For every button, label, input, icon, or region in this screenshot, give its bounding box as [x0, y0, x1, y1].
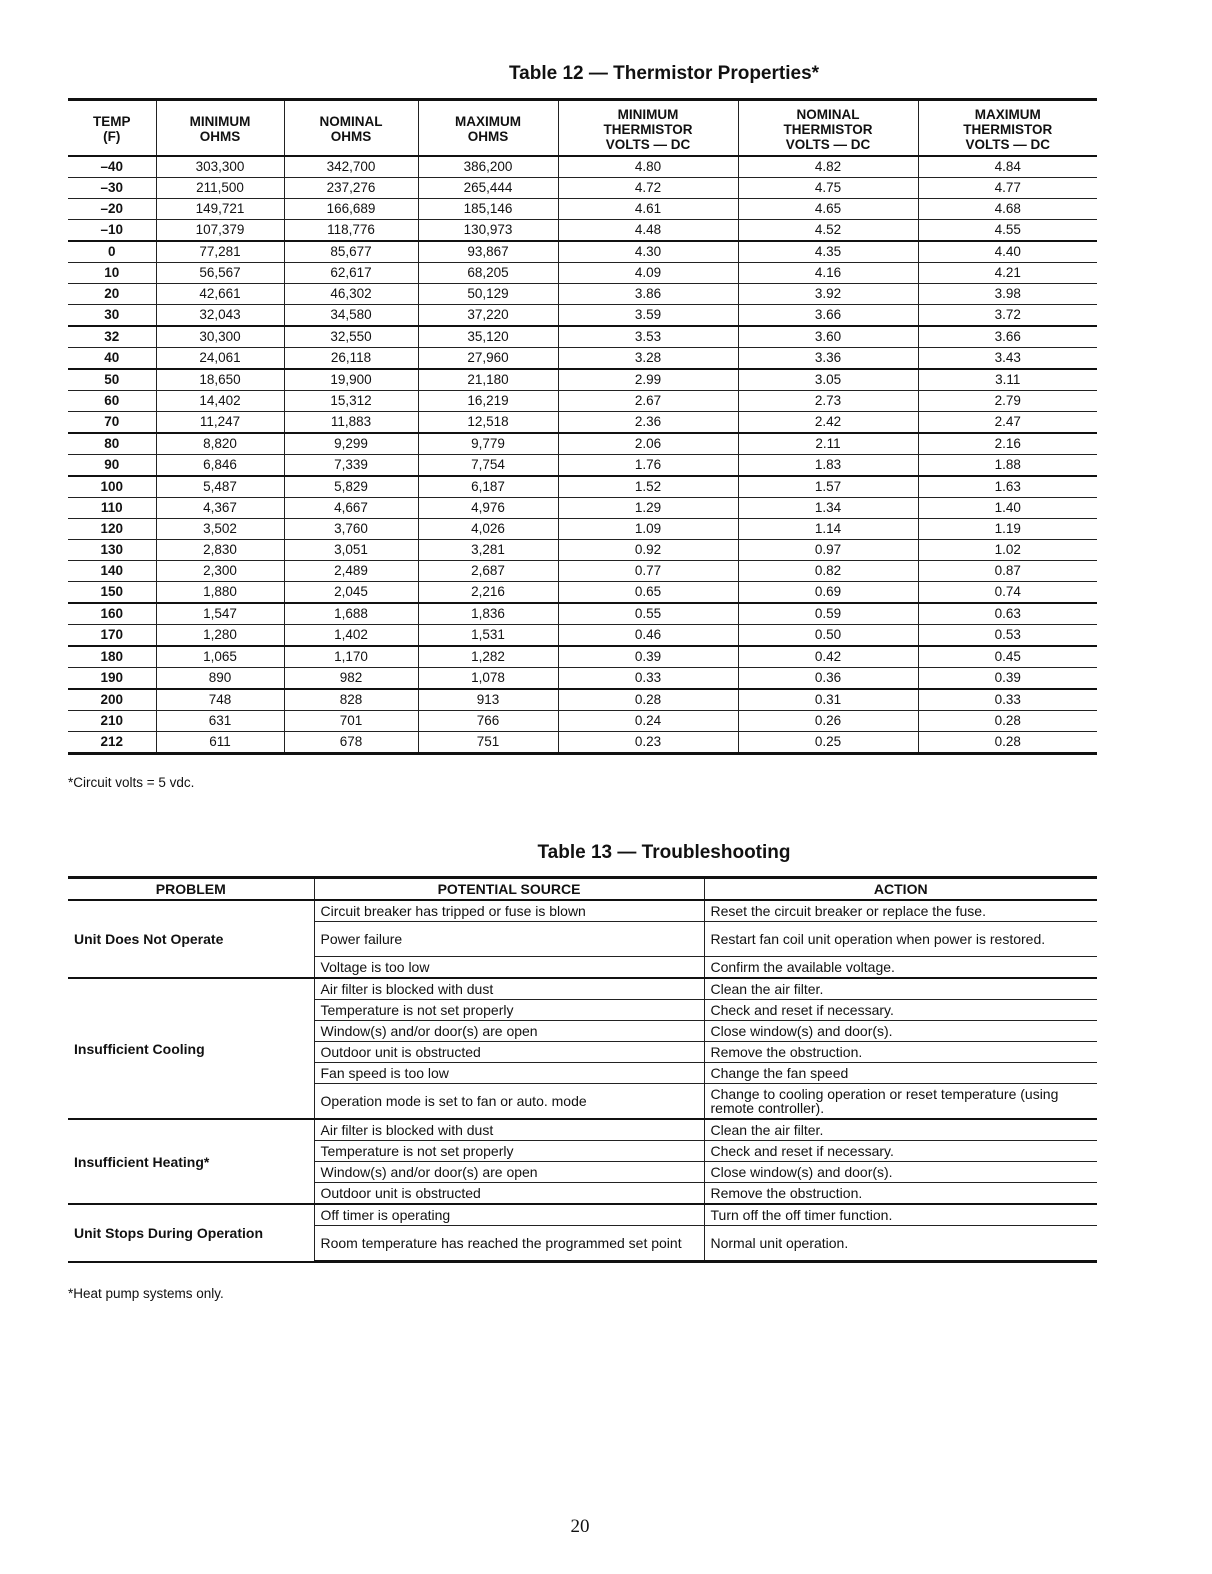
temp-cell: 80: [68, 433, 156, 455]
action-cell: Change to cooling operation or reset temperature (using remote controller).: [704, 1084, 1097, 1120]
value-cell: 1,402: [284, 625, 418, 647]
source-cell: Power failure: [314, 922, 704, 957]
value-cell: 4.16: [738, 263, 918, 284]
value-cell: 166,689: [284, 199, 418, 220]
value-cell: 265,444: [418, 178, 558, 199]
value-cell: 3,281: [418, 540, 558, 561]
table13-footnote: *Heat pump systems only.: [68, 1286, 224, 1301]
table-row: [68, 178, 1097, 199]
header-line: THERMISTOR: [783, 121, 873, 137]
value-cell: 3.98: [918, 284, 1097, 305]
value-cell: 1,170: [284, 646, 418, 668]
value-cell: 0.42: [738, 646, 918, 668]
value-cell: 3.05: [738, 369, 918, 391]
value-cell: 1,065: [156, 646, 284, 668]
header-line: OHMS: [467, 129, 509, 144]
source-cell: Room temperature has reached the programmed set point: [314, 1226, 704, 1262]
value-cell: 77,281: [156, 241, 284, 263]
value-cell: 0.24: [558, 711, 738, 732]
table12-header-cell: [558, 100, 738, 157]
temp-cell: 170: [68, 625, 156, 647]
temp-cell: 20: [68, 284, 156, 305]
temp-cell: 210: [68, 711, 156, 732]
table-row: [68, 284, 1097, 305]
value-cell: 4.21: [918, 263, 1097, 284]
temp-cell: 50: [68, 369, 156, 391]
table12-header-cell: [284, 100, 418, 157]
value-cell: 1,836: [418, 603, 558, 625]
temp-cell: 60: [68, 391, 156, 412]
value-cell: 1.09: [558, 519, 738, 540]
temp-cell: 32: [68, 326, 156, 348]
value-cell: 4.40: [918, 241, 1097, 263]
problem-cell: Unit Does Not Operate: [68, 900, 314, 978]
value-cell: 386,200: [418, 156, 558, 178]
value-cell: 0.28: [558, 689, 738, 711]
value-cell: 2.99: [558, 369, 738, 391]
action-cell: Check and reset if necessary.: [704, 1000, 1097, 1021]
value-cell: 2,045: [284, 582, 418, 604]
action-cell: Turn off the off timer function.: [704, 1204, 1097, 1226]
table-row: [68, 732, 1097, 754]
temp-cell: 120: [68, 519, 156, 540]
temp-cell: 30: [68, 305, 156, 327]
value-cell: 2.73: [738, 391, 918, 412]
table-row: [68, 220, 1097, 242]
value-cell: 18,650: [156, 369, 284, 391]
value-cell: 9,779: [418, 433, 558, 455]
table-row: [68, 455, 1097, 477]
value-cell: 4,026: [418, 519, 558, 540]
value-cell: 631: [156, 711, 284, 732]
value-cell: 1,280: [156, 625, 284, 647]
header-line: THERMISTOR: [963, 121, 1053, 137]
value-cell: 4.09: [558, 263, 738, 284]
value-cell: 678: [284, 732, 418, 754]
table-row: [68, 263, 1097, 284]
value-cell: 14,402: [156, 391, 284, 412]
problem-cell: Unit Stops During Operation: [68, 1204, 314, 1262]
table-row: [68, 582, 1097, 604]
table-row: [68, 689, 1097, 711]
value-cell: 2.79: [918, 391, 1097, 412]
value-cell: 1,531: [418, 625, 558, 647]
value-cell: 0.36: [738, 668, 918, 690]
value-cell: 0.31: [738, 689, 918, 711]
source-cell: Outdoor unit is obstructed: [314, 1042, 704, 1063]
value-cell: 2.67: [558, 391, 738, 412]
value-cell: 2.42: [738, 412, 918, 434]
value-cell: 3.72: [918, 305, 1097, 327]
value-cell: 1.19: [918, 519, 1097, 540]
header-line: MAXIMUM: [455, 114, 521, 129]
table-row: [68, 498, 1097, 519]
value-cell: 0.92: [558, 540, 738, 561]
value-cell: 0.45: [918, 646, 1097, 668]
value-cell: 342,700: [284, 156, 418, 178]
table-row: [68, 603, 1097, 625]
table-row: [68, 1204, 1097, 1226]
temp-cell: 150: [68, 582, 156, 604]
value-cell: 1.14: [738, 519, 918, 540]
value-cell: 4.55: [918, 220, 1097, 242]
temp-cell: 212: [68, 732, 156, 754]
source-cell: Off timer is operating: [314, 1204, 704, 1226]
table-row: [68, 391, 1097, 412]
table-row: [68, 241, 1097, 263]
value-cell: 3.36: [738, 348, 918, 370]
value-cell: 4,976: [418, 498, 558, 519]
header-potential-source: POTENTIAL SOURCE: [314, 878, 704, 901]
table12-title: Table 12 — Thermistor Properties*: [508, 63, 820, 84]
value-cell: 237,276: [284, 178, 418, 199]
temp-cell: 100: [68, 476, 156, 498]
value-cell: 3,051: [284, 540, 418, 561]
problem-cell: Insufficient Cooling: [68, 978, 314, 1119]
value-cell: 0.69: [738, 582, 918, 604]
table-row: [68, 519, 1097, 540]
temp-cell: 130: [68, 540, 156, 561]
value-cell: 3.43: [918, 348, 1097, 370]
action-cell: Check and reset if necessary.: [704, 1141, 1097, 1162]
value-cell: 1.40: [918, 498, 1097, 519]
temp-cell: –30: [68, 178, 156, 199]
value-cell: 1.52: [558, 476, 738, 498]
value-cell: 4.30: [558, 241, 738, 263]
value-cell: 24,061: [156, 348, 284, 370]
value-cell: 3,502: [156, 519, 284, 540]
value-cell: 3.86: [558, 284, 738, 305]
value-cell: 6,187: [418, 476, 558, 498]
value-cell: 1,547: [156, 603, 284, 625]
value-cell: 1,880: [156, 582, 284, 604]
value-cell: 303,300: [156, 156, 284, 178]
value-cell: 37,220: [418, 305, 558, 327]
table-row: [68, 412, 1097, 434]
source-cell: Temperature is not set properly: [314, 1000, 704, 1021]
value-cell: 913: [418, 689, 558, 711]
value-cell: 1,688: [284, 603, 418, 625]
value-cell: 3.60: [738, 326, 918, 348]
value-cell: 21,180: [418, 369, 558, 391]
value-cell: 3.66: [918, 326, 1097, 348]
header-line: (F): [103, 129, 121, 144]
value-cell: 30,300: [156, 326, 284, 348]
action-cell: Clean the air filter.: [704, 1119, 1097, 1141]
source-cell: Fan speed is too low: [314, 1063, 704, 1084]
table12-header-cell: [418, 100, 558, 157]
value-cell: 185,146: [418, 199, 558, 220]
value-cell: 27,960: [418, 348, 558, 370]
value-cell: 0.28: [918, 711, 1097, 732]
page-number: 20: [570, 1516, 590, 1537]
value-cell: 1.63: [918, 476, 1097, 498]
source-cell: Circuit breaker has tripped or fuse is blown: [314, 900, 704, 922]
value-cell: 2.16: [918, 433, 1097, 455]
value-cell: 2.06: [558, 433, 738, 455]
temp-cell: –40: [68, 156, 156, 178]
value-cell: 0.39: [558, 646, 738, 668]
value-cell: 1.34: [738, 498, 918, 519]
value-cell: 0.25: [738, 732, 918, 754]
temp-cell: –20: [68, 199, 156, 220]
value-cell: 7,754: [418, 455, 558, 477]
value-cell: 2,489: [284, 561, 418, 582]
value-cell: 3.66: [738, 305, 918, 327]
value-cell: 751: [418, 732, 558, 754]
value-cell: 2,830: [156, 540, 284, 561]
value-cell: 0.77: [558, 561, 738, 582]
thermistor-properties-table: [68, 98, 1097, 755]
troubleshooting-table: [68, 876, 1097, 1263]
table-row: [68, 561, 1097, 582]
value-cell: 4.72: [558, 178, 738, 199]
source-cell: Temperature is not set properly: [314, 1141, 704, 1162]
source-cell: Voltage is too low: [314, 957, 704, 979]
value-cell: 982: [284, 668, 418, 690]
value-cell: 0.82: [738, 561, 918, 582]
value-cell: 1.57: [738, 476, 918, 498]
table-row: [68, 711, 1097, 732]
source-cell: Air filter is blocked with dust: [314, 978, 704, 1000]
value-cell: 3.92: [738, 284, 918, 305]
temp-cell: 90: [68, 455, 156, 477]
value-cell: 0.23: [558, 732, 738, 754]
value-cell: 19,900: [284, 369, 418, 391]
value-cell: 0.26: [738, 711, 918, 732]
value-cell: 5,829: [284, 476, 418, 498]
value-cell: 35,120: [418, 326, 558, 348]
value-cell: 766: [418, 711, 558, 732]
temp-cell: 0: [68, 241, 156, 263]
value-cell: 34,580: [284, 305, 418, 327]
header-line: MINIMUM: [617, 106, 679, 122]
temp-cell: 110: [68, 498, 156, 519]
value-cell: 0.33: [918, 689, 1097, 711]
table-row: [68, 199, 1097, 220]
source-cell: Operation mode is set to fan or auto. mode: [314, 1084, 704, 1120]
table-row: [68, 668, 1097, 690]
header-action: ACTION: [704, 878, 1097, 901]
value-cell: 130,973: [418, 220, 558, 242]
table-row: [68, 625, 1097, 647]
action-cell: Change the fan speed: [704, 1063, 1097, 1084]
value-cell: 42,661: [156, 284, 284, 305]
action-cell: Remove the obstruction.: [704, 1042, 1097, 1063]
table12-header-cell: [918, 100, 1097, 157]
value-cell: 4.35: [738, 241, 918, 263]
value-cell: 701: [284, 711, 418, 732]
value-cell: 0.53: [918, 625, 1097, 647]
value-cell: 3.53: [558, 326, 738, 348]
value-cell: 3,760: [284, 519, 418, 540]
value-cell: 46,302: [284, 284, 418, 305]
value-cell: 890: [156, 668, 284, 690]
table-row: [68, 369, 1097, 391]
value-cell: 0.28: [918, 732, 1097, 754]
value-cell: 211,500: [156, 178, 284, 199]
source-cell: Air filter is blocked with dust: [314, 1119, 704, 1141]
value-cell: 4.77: [918, 178, 1097, 199]
value-cell: 3.28: [558, 348, 738, 370]
table-row: [68, 978, 1097, 1000]
value-cell: 828: [284, 689, 418, 711]
value-cell: 0.65: [558, 582, 738, 604]
value-cell: 11,883: [284, 412, 418, 434]
value-cell: 9,299: [284, 433, 418, 455]
table-row: [68, 305, 1097, 327]
action-cell: Reset the circuit breaker or replace the fuse.: [704, 900, 1097, 922]
table13-title: Table 13 — Troubleshooting: [537, 842, 791, 863]
value-cell: 6,846: [156, 455, 284, 477]
header-line: NOMINAL: [319, 114, 383, 129]
table13-header-row: [68, 878, 1097, 901]
value-cell: 107,379: [156, 220, 284, 242]
value-cell: 1.88: [918, 455, 1097, 477]
value-cell: 3.11: [918, 369, 1097, 391]
table-row: [68, 156, 1097, 178]
value-cell: 2.11: [738, 433, 918, 455]
value-cell: 3.59: [558, 305, 738, 327]
table-row: [68, 476, 1097, 498]
table-row: [68, 900, 1097, 922]
value-cell: 11,247: [156, 412, 284, 434]
value-cell: 0.55: [558, 603, 738, 625]
value-cell: 50,129: [418, 284, 558, 305]
value-cell: 8,820: [156, 433, 284, 455]
value-cell: 0.39: [918, 668, 1097, 690]
table12-header-cell: [738, 100, 918, 157]
value-cell: 0.74: [918, 582, 1097, 604]
value-cell: 2.47: [918, 412, 1097, 434]
value-cell: 4.80: [558, 156, 738, 178]
action-cell: Normal unit operation.: [704, 1226, 1097, 1262]
source-cell: Window(s) and/or door(s) are open: [314, 1021, 704, 1042]
value-cell: 1.02: [918, 540, 1097, 561]
header-line: NOMINAL: [796, 106, 860, 122]
value-cell: 85,677: [284, 241, 418, 263]
value-cell: 0.87: [918, 561, 1097, 582]
temp-cell: 160: [68, 603, 156, 625]
action-cell: Restart fan coil unit operation when power is restored.: [704, 922, 1097, 957]
value-cell: 0.59: [738, 603, 918, 625]
temp-cell: 70: [68, 412, 156, 434]
value-cell: 12,518: [418, 412, 558, 434]
value-cell: 93,867: [418, 241, 558, 263]
value-cell: 4.65: [738, 199, 918, 220]
temp-cell: 200: [68, 689, 156, 711]
value-cell: 4.48: [558, 220, 738, 242]
temp-cell: 180: [68, 646, 156, 668]
value-cell: 611: [156, 732, 284, 754]
value-cell: 4.84: [918, 156, 1097, 178]
value-cell: 56,567: [156, 263, 284, 284]
value-cell: 0.46: [558, 625, 738, 647]
table-row: [68, 1119, 1097, 1141]
value-cell: 1.29: [558, 498, 738, 519]
temp-cell: 190: [68, 668, 156, 690]
header-line: MINIMUM: [189, 114, 251, 129]
value-cell: 748: [156, 689, 284, 711]
table-row: [68, 326, 1097, 348]
header-line: OHMS: [199, 129, 241, 144]
value-cell: 16,219: [418, 391, 558, 412]
value-cell: 4.61: [558, 199, 738, 220]
problem-cell: Insufficient Heating*: [68, 1119, 314, 1204]
value-cell: 0.33: [558, 668, 738, 690]
table-row: [68, 433, 1097, 455]
header-line: VOLTS — DC: [785, 136, 871, 152]
value-cell: 2,300: [156, 561, 284, 582]
header-problem: PROBLEM: [68, 878, 314, 901]
value-cell: 4.68: [918, 199, 1097, 220]
table-row: [68, 646, 1097, 668]
temp-cell: 10: [68, 263, 156, 284]
action-cell: Close window(s) and door(s).: [704, 1162, 1097, 1183]
action-cell: Confirm the available voltage.: [704, 957, 1097, 979]
header-line: VOLTS — DC: [965, 136, 1050, 152]
value-cell: 32,550: [284, 326, 418, 348]
value-cell: 2.36: [558, 412, 738, 434]
value-cell: 15,312: [284, 391, 418, 412]
header-line: OHMS: [330, 129, 372, 144]
temp-cell: 140: [68, 561, 156, 582]
value-cell: 0.63: [918, 603, 1097, 625]
value-cell: 32,043: [156, 305, 284, 327]
value-cell: 7,339: [284, 455, 418, 477]
value-cell: 4.75: [738, 178, 918, 199]
value-cell: 62,617: [284, 263, 418, 284]
value-cell: 2,216: [418, 582, 558, 604]
table-row: [68, 348, 1097, 370]
value-cell: 1,282: [418, 646, 558, 668]
table12-footnote: *Circuit volts = 5 vdc.: [68, 775, 195, 790]
temp-cell: –10: [68, 220, 156, 242]
table12-header-row: [68, 100, 1097, 157]
value-cell: 0.97: [738, 540, 918, 561]
header-line: TEMP: [92, 114, 131, 129]
value-cell: 1.76: [558, 455, 738, 477]
value-cell: 0.50: [738, 625, 918, 647]
header-line: VOLTS — DC: [605, 136, 691, 152]
table12-header-cell: [68, 100, 156, 157]
value-cell: 68,205: [418, 263, 558, 284]
action-cell: Close window(s) and door(s).: [704, 1021, 1097, 1042]
temp-cell: 40: [68, 348, 156, 370]
value-cell: 26,118: [284, 348, 418, 370]
table-row: [68, 540, 1097, 561]
value-cell: 4.52: [738, 220, 918, 242]
value-cell: 1.83: [738, 455, 918, 477]
header-line: THERMISTOR: [603, 121, 693, 137]
source-cell: Window(s) and/or door(s) are open: [314, 1162, 704, 1183]
value-cell: 4.82: [738, 156, 918, 178]
value-cell: 1,078: [418, 668, 558, 690]
source-cell: Outdoor unit is obstructed: [314, 1183, 704, 1205]
value-cell: 149,721: [156, 199, 284, 220]
table12-header-cell: [156, 100, 284, 157]
action-cell: Remove the obstruction.: [704, 1183, 1097, 1205]
value-cell: 5,487: [156, 476, 284, 498]
value-cell: 2,687: [418, 561, 558, 582]
action-cell: Clean the air filter.: [704, 978, 1097, 1000]
header-line: MAXIMUM: [974, 106, 1041, 122]
value-cell: 4,367: [156, 498, 284, 519]
value-cell: 4,667: [284, 498, 418, 519]
value-cell: 118,776: [284, 220, 418, 242]
